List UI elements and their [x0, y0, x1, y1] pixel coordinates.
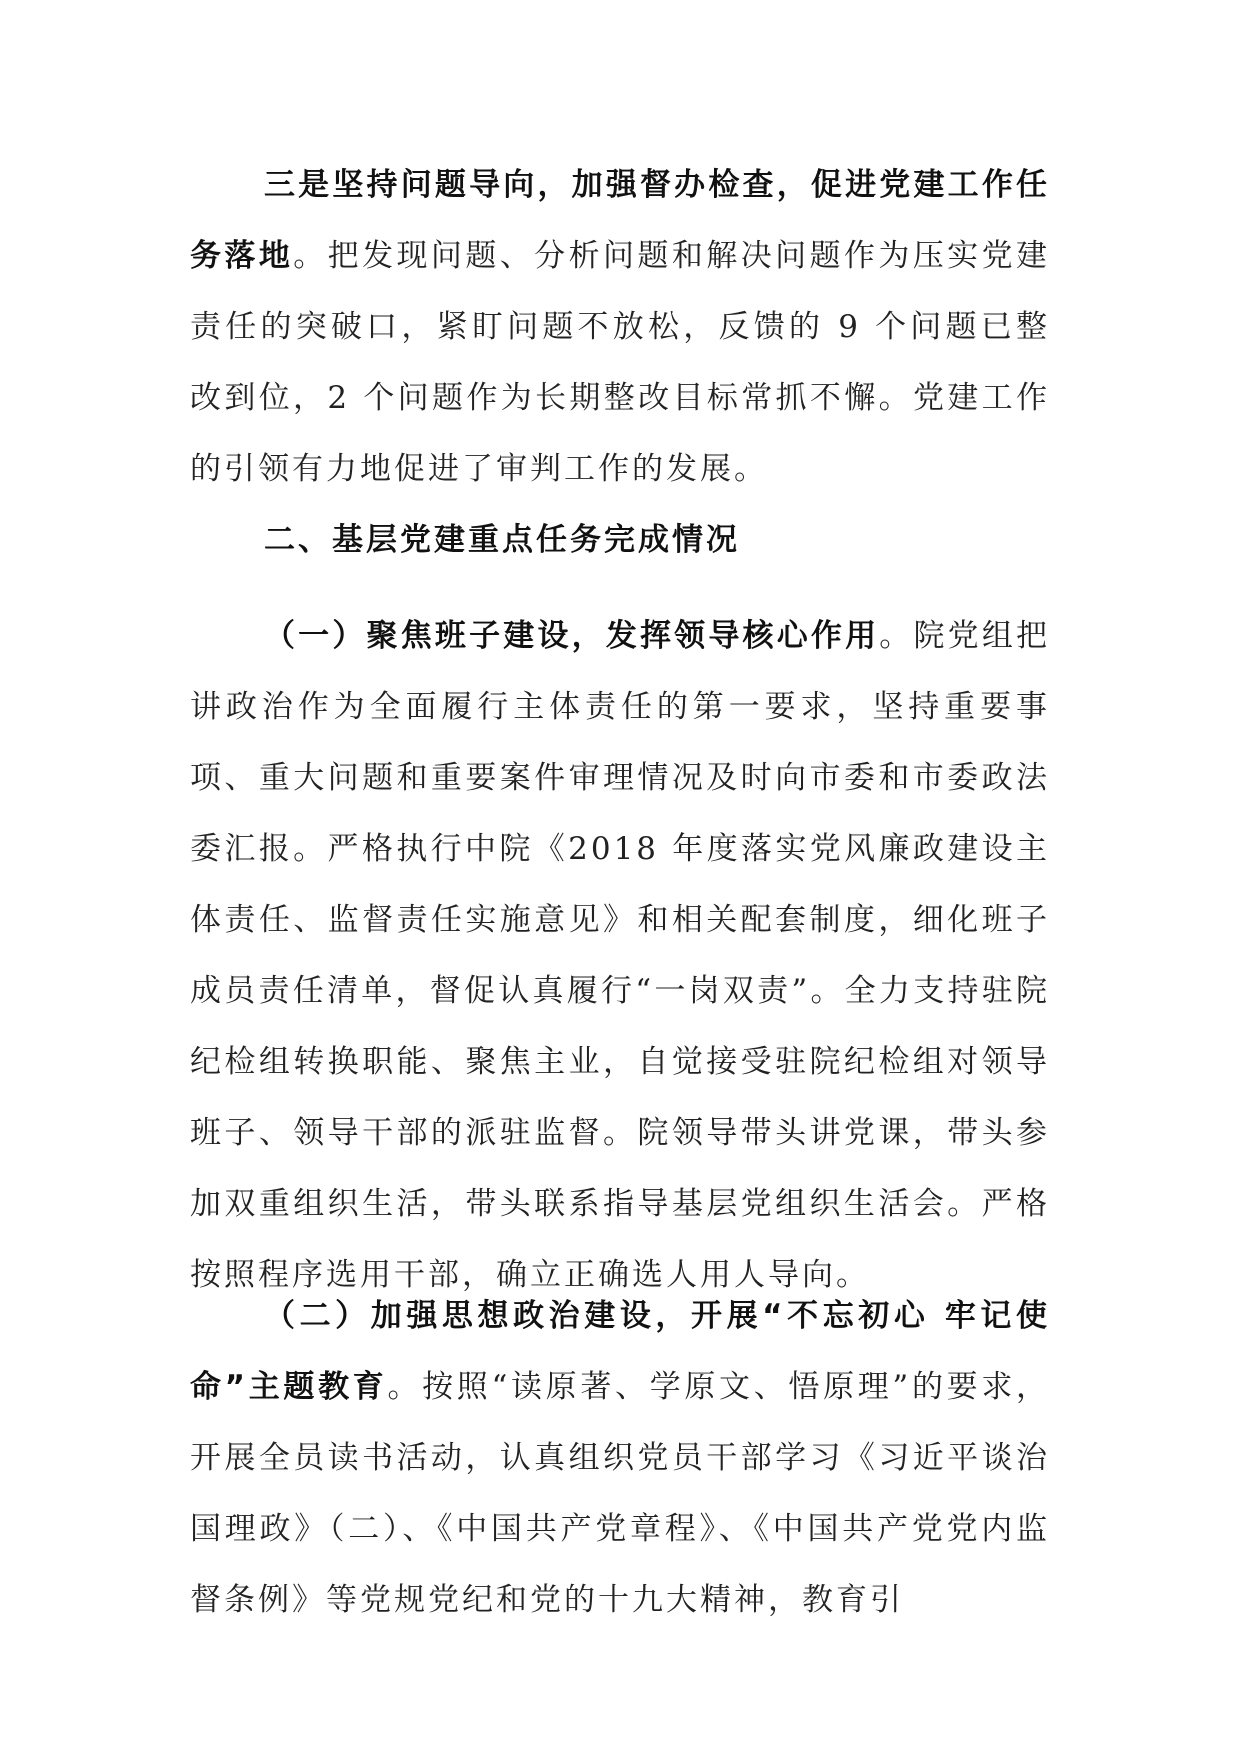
paragraph-problem-oriented	[190, 150, 1050, 505]
paragraph-body: 。院党组把讲政治作为全面履行主体责任的第一要求，坚持重要事项、重大问题和重要案件审理情况及时向市委和市委政法委汇报。严格执行中院《2018 年度落实党风廉政建设主体责任、监督责任实施意见》和相关配套制度，细化班子成员责任清单，督促认真履行“一岗双责”。全力支持驻院纪检组转换职能、聚焦主业，自觉接受驻院纪检组对领导班子、领导干部的派驻监督。院领导带头讲党课，带头参加双重组织生活，带头联系指导基层党组织生活会。严格按照程序选用干部，确立正确选人用人导向。	[190, 618, 1051, 1293]
paragraph-ideological-education	[190, 1281, 1050, 1636]
paragraph-lead: （二）加强思想政治建设，开展“不忘初心 牢记使命”主题教育	[190, 1298, 1050, 1405]
paragraph-body: 。把发现问题、分析问题和解决问题作为压实党建责任的突破口，紧盯问题不放松，反馈的 9 个问题已整改到位，2 个问题作为长期整改目标常抓不懈。党建工作的引领有力地促进了审判工作的发展。	[190, 238, 1050, 487]
section-heading: 二、基层党建重点任务完成情况	[264, 522, 740, 558]
paragraph-lead: （一）聚焦班子建设，发挥领导核心作用	[264, 618, 880, 654]
paragraph-leadership-team	[190, 601, 1050, 1311]
paragraph-body: 。按照“读原著、学原文、悟原理”的要求，开展全员读书活动，认真组织党员干部学习《习近平谈治国理政》（二）、《中国共产党章程》、《中国共产党党内监督条例》等党规党纪和党的十九大精神，教育引	[190, 1369, 1050, 1618]
paragraph-lead: 三是坚持问题导向，加强督办检查，促进党建工作任务落地	[190, 167, 1050, 274]
